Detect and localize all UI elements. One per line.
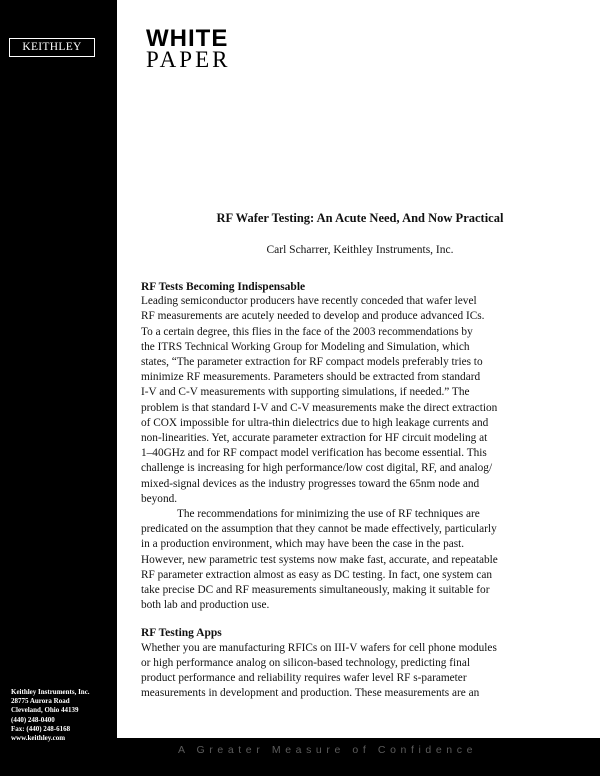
contact-info xyxy=(11,688,111,743)
sidebar xyxy=(0,0,117,776)
white-paper-label-line1: WHITE xyxy=(146,25,229,52)
contact-phone: (440) 248-0400 xyxy=(11,715,55,724)
document-body xyxy=(141,280,581,701)
text-line: To a certain degree, this flies in the face of the 2003 recommendations by xyxy=(141,325,473,338)
text-line: The recommendations for minimizing the use of RF techniques are xyxy=(177,508,480,521)
text-line: predicated on the assumption that they cannot be made effectively, particularly xyxy=(141,523,497,536)
text-line: minimize RF measurements. Parameters should be extracted from standard xyxy=(141,371,481,384)
contact-address: 28775 Aurora Road xyxy=(11,697,70,706)
document-author: Carl Scharrer, Keithley Instruments, Inc. xyxy=(266,244,454,256)
text-line: beyond. xyxy=(141,492,178,505)
text-line: challenge is increasing for high performance/low cost digital, RF, and analog/ xyxy=(141,462,493,475)
text-line: non-linearities. Yet, accurate parameter extraction for HF circuit modeling at xyxy=(141,432,488,445)
document-title: RF Wafer Testing: An Acute Need, And Now Practical xyxy=(216,211,504,225)
contact-website[interactable]: www.keithley.com xyxy=(11,734,66,743)
section-spacer xyxy=(141,613,581,626)
text-line: Whether you are manufacturing RFICs on III-V wafers for cell phone modules xyxy=(141,641,497,654)
contact-company: Keithley Instruments, Inc. xyxy=(11,688,90,696)
text-line: in a production environment, which may have been the case in the past. xyxy=(141,538,465,551)
keithley-logo: KEITHLEY xyxy=(9,38,95,57)
text-line: RF measurements are acutely needed to develop and produce advanced ICs. xyxy=(141,310,485,323)
text-line: mixed-signal devices as the industry progresses toward the 65nm node and xyxy=(141,477,480,490)
paragraph xyxy=(141,294,581,507)
paragraph xyxy=(141,641,581,702)
footer-tagline: A Greater Measure of Confidence xyxy=(178,744,478,756)
section-heading: RF Tests Becoming Indispensable xyxy=(141,281,306,293)
paragraph xyxy=(141,507,581,613)
text-line: However, new parametric test systems now make fast, accurate, and repeatable xyxy=(141,553,498,566)
text-line: RF parameter extraction almost as easy as DC testing. In fact, one system can xyxy=(141,568,493,581)
text-line: Leading semiconductor producers have recently conceded that wafer level xyxy=(141,295,477,308)
contact-city: Cleveland, Ohio 44139 xyxy=(11,706,79,715)
text-line: or high performance analog on silicon-based technology, predicting final xyxy=(141,656,470,669)
text-line: both lab and production use. xyxy=(141,599,270,612)
section-heading: RF Testing Apps xyxy=(141,627,222,640)
text-line: measurements in development and production. These measurements are an xyxy=(141,687,480,700)
text-line: 1–40GHz and for RF compact model verification has become essential. This xyxy=(141,447,487,460)
text-line: the ITRS Technical Working Group for Modeling and Simulation, which xyxy=(141,340,470,353)
white-paper-label-line2: PAPER xyxy=(146,47,231,72)
contact-fax: Fax: (440) 248-6168 xyxy=(11,724,71,733)
text-line: product performance and reliability requires wafer level RF s-parameter xyxy=(141,672,467,685)
text-line: take precise DC and RF measurements simultaneously, making it suitable for xyxy=(141,584,490,597)
text-line: I-V and C-V measurements with supporting simulations, if needed.” The xyxy=(141,386,470,399)
text-line: states, “The parameter extraction for RF compact models preferably tries to xyxy=(141,356,483,369)
text-line: problem is that standard I-V and C-V measurements make the direct extraction xyxy=(141,401,498,414)
text-line: of COX impossible for ultra-thin dielectrics due to high leakage currents and xyxy=(141,416,489,429)
